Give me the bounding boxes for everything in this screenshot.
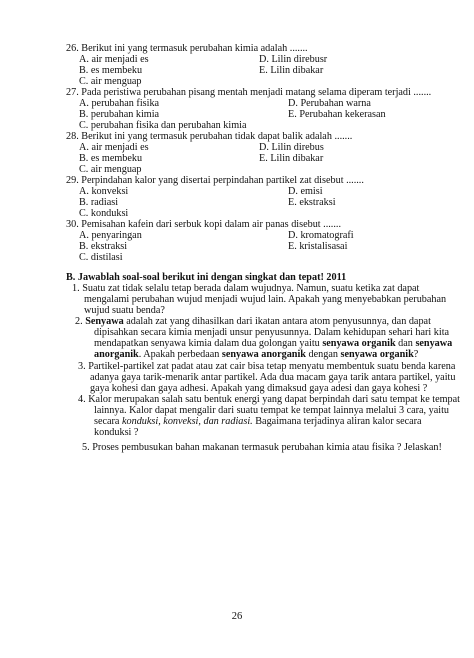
q30-option-d: D. kromatografi (288, 230, 354, 241)
q28-option-d: D. Lilin direbus (259, 142, 324, 153)
essay-4-line-3 (94, 416, 422, 427)
q26-option-a: A. air menjadi es (79, 54, 149, 65)
essay-2-line-1 (75, 316, 431, 327)
term-senyawa-anorganik: senyawa anorganik (221, 349, 306, 360)
essay-2-line-4-text-c: ? (413, 349, 419, 360)
q30-stem: 30. Pemisahan kafein dari serbuk kopi dalam air panas disebut ....... (66, 219, 341, 230)
q27-option-b: B. perubahan kimia (79, 109, 160, 120)
essay-2-number: 2. (75, 316, 83, 327)
q28-option-e: E. Lilin dibakar (259, 153, 324, 164)
q27-option-d: D. Perubahan warna (288, 98, 371, 109)
q29-option-a: A. konveksi (79, 186, 129, 197)
essay-3-line-1: 3. Partikel-partikel zat padat atau zat cair bisa tetap menyatu membentuk suatu benda karena (78, 361, 456, 372)
essay-2-line-4-text-a: . Apakah perbedaan (138, 349, 222, 360)
essay-4-line-3-text-a: secara (94, 416, 122, 427)
page-number: 26 (231, 611, 243, 622)
essay-1-line-3: wujud suatu benda? (84, 305, 165, 316)
term-senyawa-organik-2: senyawa organik (340, 349, 414, 360)
q28-option-a: A. air menjadi es (79, 142, 149, 153)
q27-option-c: C. perubahan fisika dan perubahan kimia (79, 120, 247, 131)
essay-4-modes: konduksi, konveksi, dan radiasi. (122, 416, 253, 427)
term-senyawa-2: senyawa (415, 338, 453, 349)
q26-option-b: B. es membeku (79, 65, 143, 76)
q28-option-b: B. es membeku (79, 153, 143, 164)
q28-option-c: C. air menguap (79, 164, 142, 175)
essay-4-line-1: 4. Kalor merupakan salah satu bentuk energi yang dapat berpindah dari satu tempat ke tempat (78, 394, 460, 405)
q27-stem: 27. Pada peristiwa perubahan pisang mentah menjadi matang selama diperam terjadi ....... (66, 87, 432, 98)
essay-3-line-3: gaya kohesi dan gaya adhesi. Apakah yang dimaksud gaya adesi dan gaya kohesi ? (90, 383, 428, 394)
q26-option-c: C. air menguap (79, 76, 142, 87)
q29-option-d: D. emisi (288, 186, 323, 197)
essay-2-line-3-text-a: mendapatkan senyawa kimia dalam dua golongan yaitu (94, 338, 323, 349)
essay-1-line-2: mengalami perubahan wujud menjadi wujud lain. Apakah yang menyebabkan perubahan (84, 294, 447, 305)
essay-2-line-3-text-b: dan (395, 338, 416, 349)
essay-2-line-4 (94, 349, 418, 360)
q30-option-b: B. ekstraksi (79, 241, 128, 252)
essay-4-line-3-text-b: Bagaimana terjadinya aliran kalor secara (252, 416, 422, 427)
q28-stem: 28. Berikut ini yang termasuk perubahan tidak dapat balik adalah ....... (66, 131, 353, 142)
q30-option-a: A. penyaringan (79, 230, 142, 241)
q30-option-c: C. distilasi (79, 252, 123, 263)
q29-option-b: B. radiasi (79, 197, 119, 208)
essay-2-line-4-text-b: dengan (305, 349, 341, 360)
q27-option-a: A. perubahan fisika (79, 98, 160, 109)
essay-4-line-4: konduksi ? (94, 427, 139, 438)
q26-option-d: D. Lilin direbusr (259, 54, 328, 65)
essay-1-line-1: 1. Suatu zat tidak selalu tetap berada dalam wujudnya. Namun, suatu ketika zat dapat (72, 283, 420, 294)
essay-5-line-1: 5. Proses pembusukan bahan makanan termasuk perubahan kimia atau fisika ? Jelaskan! (82, 442, 442, 453)
q27-option-e: E. Perubahan kekerasan (288, 109, 386, 120)
section-b-heading: B. Jawablah soal-soal berikut ini dengan singkat dan tepat! 2011 (66, 272, 347, 283)
essay-3-line-2: adanya gaya tarik-menarik antar partikel. Ada dua macam gaya tarik antara partikel, yaitu (90, 372, 456, 383)
essay-2-line-1-text: adalah zat yang dihasilkan dari ikatan antara atom penyusunnya, dan dapat (123, 316, 431, 327)
essay-2-line-2: dipisahkan secara kimia menjadi unsur penyusunnya. Dalam kehidupan sehari hari kita (94, 327, 450, 338)
q29-option-e: E. ekstraksi (288, 197, 336, 208)
q26-option-e: E. Lilin dibakar (259, 65, 324, 76)
q29-stem: 29. Perpindahan kalor yang disertai perpindahan partikel zat disebut ....... (66, 175, 364, 186)
term-anorganik: anorganik (94, 349, 139, 360)
essay-4-line-2: lainnya. Kalor dapat mengalir dari suatu tempat ke tempat lainnya melalui 3 cara, yaitu (94, 405, 450, 416)
q26-stem: 26. Berikut ini yang termasuk perubahan kimia adalah ....... (66, 43, 308, 54)
term-senyawa-organik: senyawa organik (322, 338, 396, 349)
essay-2-line-3 (94, 338, 452, 349)
term-senyawa: Senyawa (85, 316, 124, 327)
q29-option-c: C. konduksi (79, 208, 129, 219)
q30-option-e: E. kristalisasai (288, 241, 348, 252)
